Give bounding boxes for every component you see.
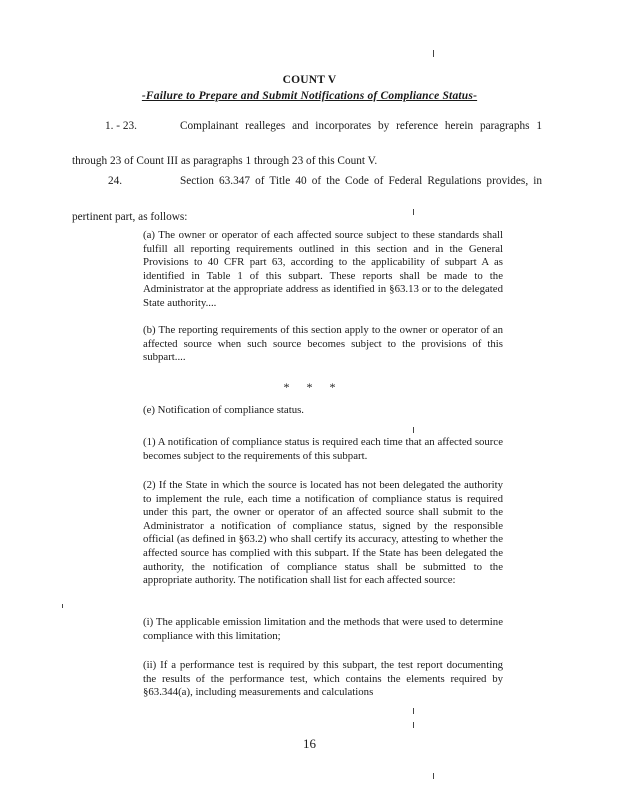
count-title: COUNT V [282,74,337,86]
scan-artifact-mark [413,427,414,433]
count-subtitle: -Failure to Prepare and Submit Notifications of Compliance Status- [141,90,478,102]
paragraph-1-line-2: through 23 of Count III as paragraphs 1 through 23 of this Count V. [72,155,378,167]
paragraph-number-1-23: 1. - 23. [105,120,138,132]
quote-paragraph-e1: (1) A notification of compliance status is required each time that an affected source becomes subject to the requirements of this subpart. [143,436,503,462]
scan-artifact-mark [413,209,414,215]
paragraph-24-line-2: pertinent part, as follows: [72,211,188,223]
ellipsis-stars: * * * [283,380,336,394]
scan-artifact-mark [433,50,434,57]
quote-paragraph-e-heading: (e) Notification of compliance status. [143,404,304,416]
scan-artifact-mark [62,604,63,608]
paragraph-24-line-1: Section 63.347 of Title 40 of the Code of Federal Regulations provides, in [180,175,542,187]
scan-artifact-mark [413,722,414,728]
quote-paragraph-e2-i: (i) The applicable emission limitation and the methods that were used to determine compliance with this limitation; [143,616,503,642]
paragraph-1-line-1: Complainant realleges and incorporates by reference herein paragraphs 1 [180,120,542,132]
quote-paragraph-e2-ii: (ii) If a performance test is required by this subpart, the test report documenting the results of the performance test, which contains the elements required by §63.344(a), including measurements and calculations [143,659,503,699]
scan-artifact-mark [413,708,414,714]
paragraph-number-24: 24. [108,175,123,187]
quote-paragraph-b: (b) The reporting requirements of this section apply to the owner or operator of an affected source when such source becomes subject to the provisions of this subpart.... [143,324,503,364]
quote-paragraph-e2: (2) If the State in which the source is located has not been delegated the authority to implement the rule, each time a notification of compliance status is required under this part, the owner or operator of an affected source shall submit to the Administrator a notification of compliance status, signed by the responsible official (as defined in §63.2) who shall certify its accuracy, attesting to whether the affected source has complied with this subpart. If the State has been delegated the authority, the notification of compliance status shall be submitted to the appropriate authority. The notification shall list for each affected source: [143,479,503,587]
scan-artifact-mark [433,773,434,779]
quote-paragraph-a: (a) The owner or operator of each affected source subject to these standards shall fulfill all reporting requirements outlined in this section and in the General Provisions to 40 CFR part 63, according to the applicability of subpart A as identified in Table 1 of this subpart. These reports shall be made to the Administrator at the appropriate address as identified in §63.13 or to the delegated State authority.... [143,229,503,309]
page-number: 16 [303,736,316,751]
